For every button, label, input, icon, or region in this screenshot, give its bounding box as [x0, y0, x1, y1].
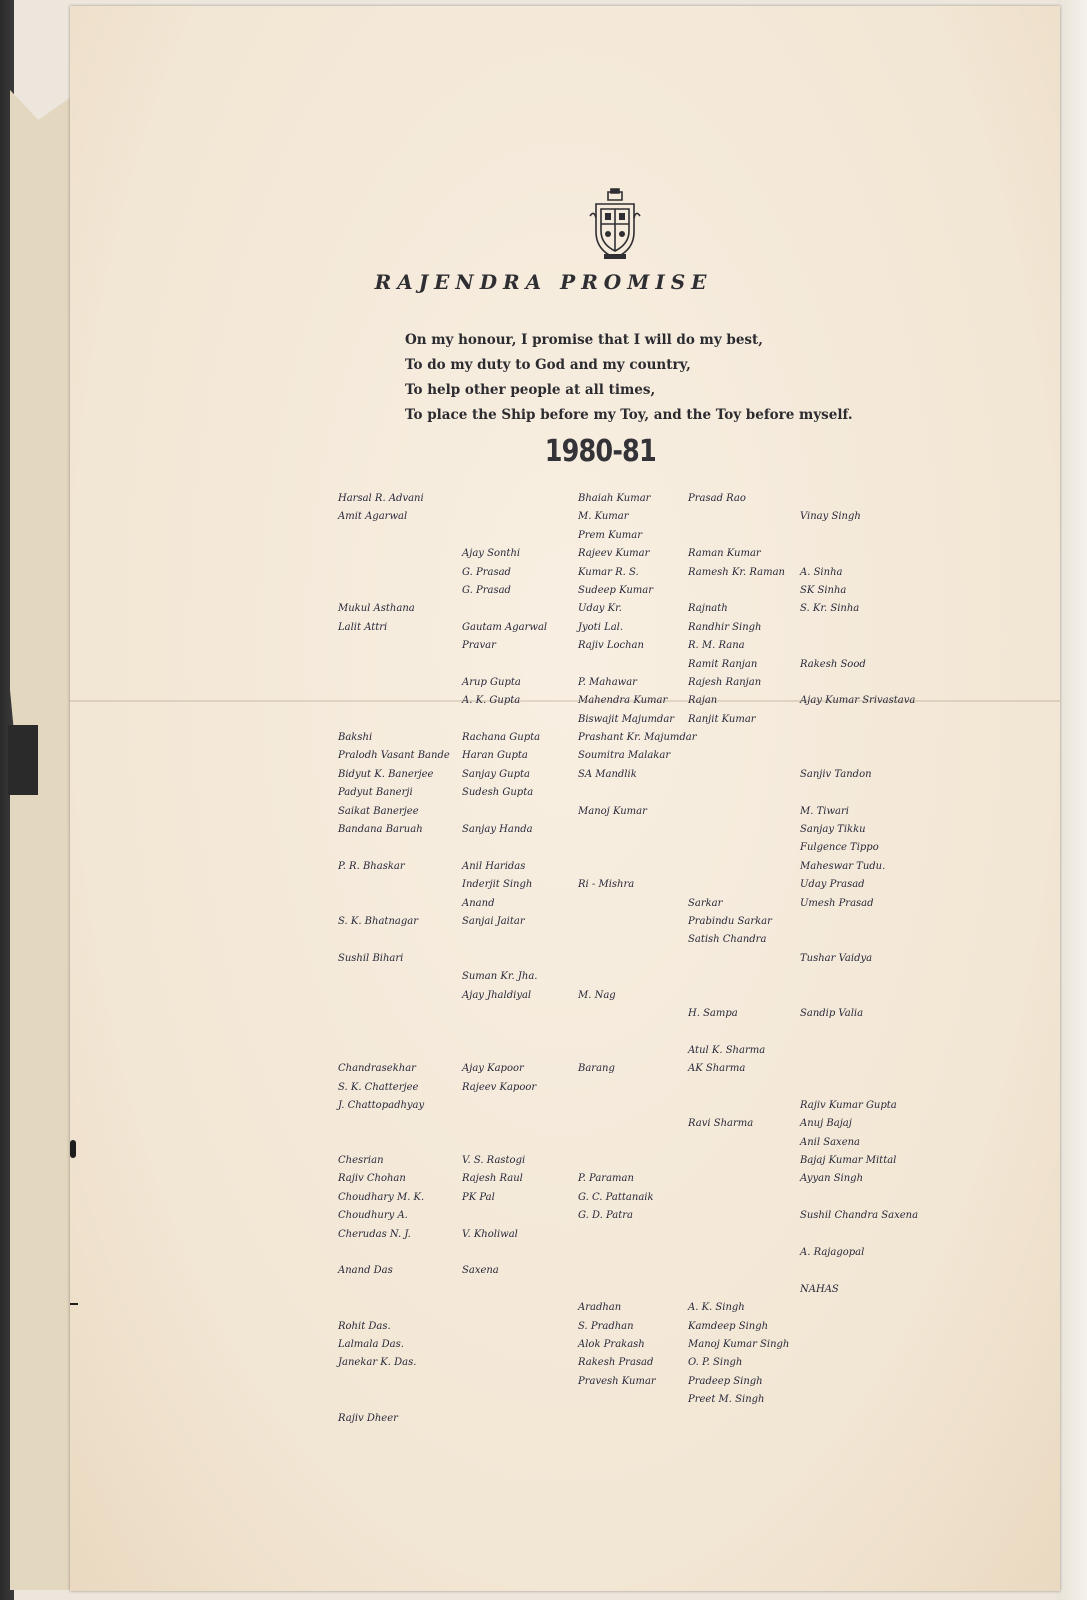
signature: [688, 858, 789, 876]
signature: [462, 1281, 547, 1299]
signature: Arup Gupta: [462, 676, 521, 688]
signature-column-1: [338, 490, 450, 1428]
signature: Inderjit Singh: [462, 879, 533, 891]
signature: [688, 839, 789, 857]
signature: [462, 1134, 547, 1152]
signature: [462, 1244, 547, 1262]
signature: A. Sinha: [800, 566, 843, 578]
signature: NAHAS: [800, 1283, 839, 1295]
signature: [338, 968, 450, 986]
signature: Rajesh Ranjan: [688, 676, 762, 688]
signature: Prashant Kr. Majumdar: [578, 732, 697, 744]
signature: Harsal R. Advani: [338, 493, 424, 504]
signature: Ravi Sharma: [688, 1118, 754, 1130]
signature: Rohit Das.: [338, 1320, 391, 1332]
signature: Uday Prasad: [800, 879, 865, 891]
signature: Pravesh Kumar: [578, 1375, 656, 1387]
signature: [688, 1244, 789, 1262]
signature: [462, 711, 547, 729]
signature: Tushar Vaidya: [800, 952, 873, 964]
signature: Rajnath: [688, 603, 728, 615]
signature: Amit Agarwal: [338, 511, 408, 523]
signature: [688, 1189, 789, 1207]
signature: Pralodh Vasant Bande: [338, 750, 450, 762]
signature: [688, 968, 789, 986]
signature: M. Tiwari: [800, 805, 849, 817]
signature: Haran Gupta: [462, 750, 528, 762]
signature: [800, 987, 918, 1005]
signature: Rajiv Dheer: [338, 1412, 398, 1424]
signature: [462, 1042, 547, 1060]
signature: [688, 766, 789, 784]
signature: P. Paraman: [578, 1173, 634, 1185]
signature: [800, 545, 918, 563]
signature: V. S. Rastogi: [462, 1155, 526, 1167]
signature: [462, 1115, 547, 1133]
signature: Sushil Chandra Saxena: [800, 1210, 919, 1222]
scan-right-margin: [1057, 0, 1087, 1600]
signature: Rakesh Prasad: [578, 1357, 654, 1369]
signature: [338, 692, 450, 710]
signature: [462, 1428, 547, 1446]
signature: A. K. Gupta: [462, 695, 521, 707]
signature: [338, 545, 450, 563]
signature: [578, 968, 697, 986]
signature: Ajay Kumar Srivastava: [800, 695, 916, 707]
signature: Bandana Baruah: [338, 824, 423, 836]
signature: M. Kumar: [578, 511, 629, 523]
signature: Sanjiv Tandon: [800, 768, 872, 780]
signature: Chandrasekhar: [338, 1063, 416, 1075]
signature: Kumar R. S.: [578, 566, 639, 578]
signature: [338, 674, 450, 692]
signature-column-4: [688, 490, 789, 1410]
signature: SA Mandlik: [578, 768, 637, 780]
signature: Anil Saxena: [800, 1136, 861, 1148]
signature: Preet M. Singh: [688, 1394, 765, 1406]
signature: [578, 821, 697, 839]
signature: [578, 858, 697, 876]
signature: [800, 1060, 918, 1078]
signature: [800, 747, 918, 765]
signature: [800, 490, 918, 508]
signature: S. K. Bhatnagar: [338, 915, 418, 927]
signature: G. D. Patra: [578, 1210, 634, 1222]
signature: [462, 656, 547, 674]
signature: Gautam Agarwal: [462, 621, 548, 633]
signature: [578, 1152, 697, 1170]
signature: [688, 876, 789, 894]
signature: Pradeep Singh: [688, 1375, 763, 1387]
signature: Bakshi: [338, 732, 373, 744]
signature: Rajiv Lochan: [578, 640, 644, 652]
signature: Alok Prakash: [578, 1338, 645, 1350]
signature: Cherudas N. J.: [338, 1228, 411, 1240]
signature: [338, 876, 450, 894]
signature: [578, 1115, 697, 1133]
signature: [578, 1262, 697, 1280]
signature: Saxena: [462, 1265, 499, 1277]
signature: [578, 1079, 697, 1097]
signature: H. Sampa: [688, 1007, 738, 1019]
signature: O. P. Singh: [688, 1357, 743, 1369]
signature: Bhaiah Kumar: [578, 493, 651, 504]
signature: [578, 1281, 697, 1299]
signature: Maheswar Tudu.: [800, 860, 886, 872]
signature: [578, 839, 697, 857]
signature: [800, 729, 918, 747]
signature: V. Kholiwal: [462, 1228, 518, 1240]
signature: [578, 931, 697, 949]
signature: AK Sharma: [688, 1063, 746, 1075]
signature: [338, 931, 450, 949]
signature: [338, 1299, 450, 1317]
signature: [462, 490, 547, 508]
signature: Soumitra Malakar: [578, 750, 671, 762]
signature-column-5: [800, 490, 918, 1299]
signature: Rachana Gupta: [462, 732, 541, 744]
signature: Sanjai Jaitar: [462, 915, 525, 927]
signature: Padyut Banerji: [338, 787, 413, 799]
signature: M. Nag: [578, 989, 616, 1001]
signature: [338, 564, 450, 582]
signature: Barang: [578, 1063, 615, 1075]
signature: [688, 784, 789, 802]
signature: [688, 987, 789, 1005]
signature: [688, 821, 789, 839]
signature: Prem Kumar: [578, 529, 643, 541]
signature: Ranjit Kumar: [688, 713, 756, 725]
signature: [462, 508, 547, 526]
signature: Rajiv Kumar Gupta: [800, 1099, 897, 1111]
signature: [800, 1023, 918, 1041]
signature: Sarkar: [688, 897, 723, 909]
signature: [688, 1097, 789, 1115]
signature: [688, 1281, 789, 1299]
signature: Sudesh Gupta: [462, 787, 534, 799]
signature: [462, 1097, 547, 1115]
signature: [800, 711, 918, 729]
signature: Ayyan Singh: [800, 1173, 864, 1185]
signature: [338, 1391, 450, 1409]
signature: [800, 931, 918, 949]
signature: Atul K. Sharma: [688, 1044, 766, 1056]
signature: [338, 1042, 450, 1060]
signature: Kamdeep Singh: [688, 1320, 769, 1332]
signature: Ajay Kapoor: [462, 1063, 524, 1075]
signature: A. Rajagopal: [800, 1247, 865, 1259]
signature: [800, 1226, 918, 1244]
signature: Bajaj Kumar Mittal: [800, 1155, 897, 1167]
signature: [338, 1115, 450, 1133]
signature: [578, 950, 697, 968]
signature: [462, 1299, 547, 1317]
signature: Choudhary M. K.: [338, 1191, 425, 1203]
signature: Umesh Prasad: [800, 897, 874, 909]
signature: [462, 803, 547, 821]
signature: Choudhury A.: [338, 1210, 408, 1222]
signature: [578, 1391, 697, 1409]
signature: [578, 1410, 697, 1428]
signature: [462, 1410, 547, 1428]
signature: P. R. Bhaskar: [338, 860, 405, 872]
signature: Ramit Ranjan: [688, 658, 758, 670]
signature: [578, 656, 697, 674]
document-title: RAJENDRA PROMISE: [374, 270, 713, 294]
signature: Rajeev Kumar: [578, 548, 650, 560]
signature: [688, 803, 789, 821]
signature: [688, 1226, 789, 1244]
signature: Sudeep Kumar: [578, 584, 654, 596]
signature: [462, 839, 547, 857]
signature: [338, 711, 450, 729]
signature: [578, 1134, 697, 1152]
promise-text: [405, 328, 853, 428]
signature: Manoj Kumar: [578, 805, 647, 817]
signature: Ramesh Kr. Raman: [688, 566, 785, 578]
signature: [462, 1005, 547, 1023]
signature: [338, 1281, 450, 1299]
signature: [338, 527, 450, 545]
signature: [462, 527, 547, 545]
signature: Sanjay Handa: [462, 824, 533, 836]
signature: Manoj Kumar Singh: [688, 1338, 790, 1350]
signature: Rajan: [688, 695, 718, 707]
signature: [338, 1023, 450, 1041]
signature: R. M. Rana: [688, 640, 745, 652]
signature: [688, 1079, 789, 1097]
signature: Sanjay Gupta: [462, 768, 530, 780]
signature: Rajesh Raul: [462, 1173, 523, 1185]
signature: Randhir Singh: [688, 621, 762, 633]
signature: Anand Das: [338, 1265, 393, 1277]
signature: Biswajit Majumdar: [578, 713, 675, 725]
signature: [578, 895, 697, 913]
signature: [338, 839, 450, 857]
signature: [462, 950, 547, 968]
signature: [688, 508, 789, 526]
signature: [338, 1134, 450, 1152]
promise-line: On my honour, I promise that I will do my best,: [405, 332, 763, 348]
signature: Saikat Banerjee: [338, 805, 419, 817]
school-crest-icon: [588, 188, 642, 262]
signature: [800, 619, 918, 637]
signature: [578, 1023, 697, 1041]
signature: [338, 1244, 450, 1262]
signature: [800, 784, 918, 802]
signature: [688, 1134, 789, 1152]
signature: [800, 1262, 918, 1280]
signature: [688, 1207, 789, 1225]
signature: Sandip Valia: [800, 1007, 864, 1019]
signature: [800, 968, 918, 986]
signature: [800, 1042, 918, 1060]
signature: Jyoti Lal.: [578, 621, 624, 633]
signature: [800, 913, 918, 931]
signature: [578, 913, 697, 931]
signature: Rajeev Kapoor: [462, 1081, 537, 1093]
promise-line: To place the Ship before my Toy, and the Toy before myself.: [405, 407, 853, 423]
signature-column-3: [578, 490, 697, 1428]
signature: [688, 1262, 789, 1280]
signature: Mahendra Kumar: [578, 695, 668, 707]
signature: S. Kr. Sinha: [800, 603, 860, 615]
signature: [688, 747, 789, 765]
signature: SK Sinha: [800, 584, 847, 596]
signature: [338, 1005, 450, 1023]
signature: Mukul Asthana: [338, 603, 415, 615]
stray-ink-line: [70, 1303, 78, 1305]
signature: Uday Kr.: [578, 603, 622, 615]
signature: [462, 931, 547, 949]
signature: Bidyut K. Banerjee: [338, 768, 434, 780]
signature: Lalmala Das.: [338, 1338, 404, 1350]
signature: Prasad Rao: [688, 493, 746, 504]
signature: [800, 674, 918, 692]
signature: [688, 1152, 789, 1170]
signature: [800, 527, 918, 545]
signature: Vinay Singh: [800, 511, 861, 523]
signature: [462, 1354, 547, 1372]
signature: A. K. Singh: [688, 1302, 745, 1314]
signature: [688, 582, 789, 600]
signature: Ri - Mishra: [578, 879, 635, 891]
signature: [578, 1097, 697, 1115]
signature: [578, 1042, 697, 1060]
signature: [338, 1373, 450, 1391]
signature: Janekar K. Das.: [338, 1357, 417, 1369]
promise-line: To do my duty to God and my country,: [405, 357, 691, 373]
signature: Chesrian: [338, 1155, 384, 1167]
signature: [800, 637, 918, 655]
signature: Lalit Attri: [338, 621, 388, 633]
signature: S. K. Chatterjee: [338, 1081, 419, 1093]
signature: J. Chattopadhyay: [338, 1099, 425, 1111]
signature: Fulgence Tippo: [800, 842, 879, 854]
signature: [688, 1023, 789, 1041]
signature: PK Pal: [462, 1191, 495, 1203]
page-tear: [8, 725, 38, 795]
signature: [462, 1318, 547, 1336]
signature: P. Mahawar: [578, 676, 637, 688]
signature: [462, 1023, 547, 1041]
signature: [578, 1244, 697, 1262]
signature: [462, 1373, 547, 1391]
signature: [578, 784, 697, 802]
signature: Sanjay Tikku: [800, 824, 866, 836]
signature: Satish Chandra: [688, 934, 767, 946]
signature: Rakesh Sood: [800, 658, 866, 670]
signature: S. Pradhan: [578, 1320, 634, 1332]
signature: [800, 1189, 918, 1207]
signature: G. C. Pattanaik: [578, 1191, 654, 1203]
signature: [688, 527, 789, 545]
signature: [338, 582, 450, 600]
signature: [462, 600, 547, 618]
signature: [688, 950, 789, 968]
signature: [688, 729, 789, 747]
signature: [338, 987, 450, 1005]
signature: [338, 637, 450, 655]
signature: [462, 1207, 547, 1225]
signature: Aradhan: [578, 1302, 622, 1314]
signature: Rajiv Chohan: [338, 1173, 406, 1185]
year-heading: 1980-81: [544, 434, 656, 469]
signature: Sushil Bihari: [338, 952, 404, 964]
promise-line: To help other people at all times,: [405, 382, 656, 398]
signature: G. Prasad: [462, 584, 511, 596]
signature: Raman Kumar: [688, 548, 761, 560]
signature: [338, 895, 450, 913]
signature: Anand: [462, 897, 495, 909]
signature-column-2: [462, 490, 547, 1446]
signature: [578, 1005, 697, 1023]
signature: [688, 1170, 789, 1188]
signature: [578, 1226, 697, 1244]
signature: Anil Haridas: [462, 860, 526, 872]
signature: Ajay Jhaldiyal: [462, 989, 532, 1001]
signature: [800, 1079, 918, 1097]
signature: Ajay Sonthi: [462, 548, 521, 560]
signature: Anuj Bajaj: [800, 1118, 852, 1130]
signature: [462, 1391, 547, 1409]
signature: Pravar: [462, 640, 496, 652]
signature: Prabindu Sarkar: [688, 915, 772, 927]
signature: G. Prasad: [462, 566, 511, 578]
stray-ink-mark: [70, 1140, 76, 1158]
signature: [338, 656, 450, 674]
signature: [462, 1336, 547, 1354]
signature: Suman Kr. Jha.: [462, 971, 538, 983]
